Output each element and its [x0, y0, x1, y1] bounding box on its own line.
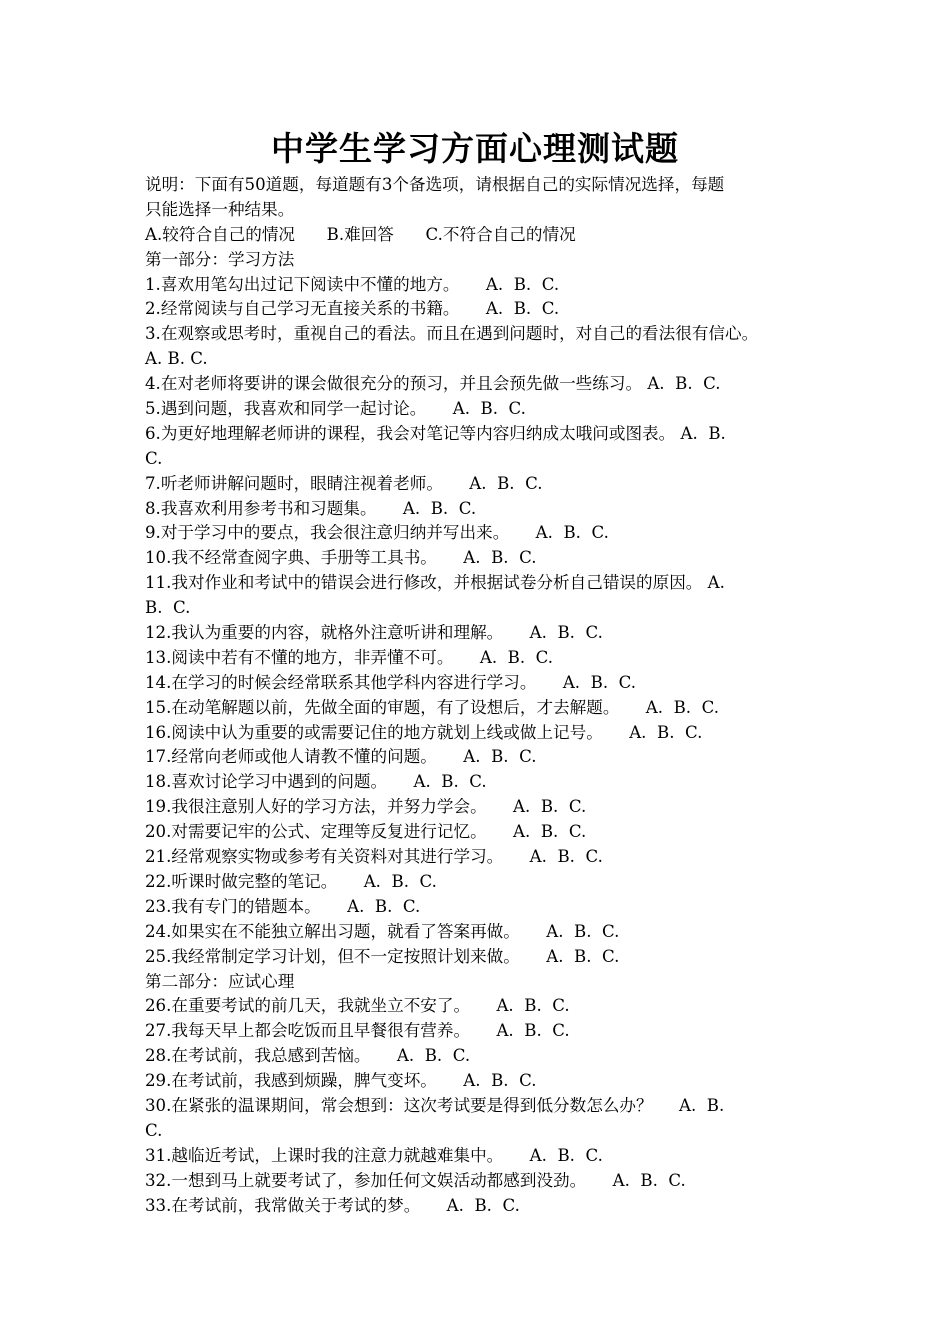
- text-line: C.: [145, 448, 163, 468]
- text-line: 24.如果实在不能独立解出习题，就看了答案再做。 A. B. C.: [145, 921, 620, 941]
- text-line: 32.一想到马上就要考试了，参加任何文娱活动都感到没劲。 A. B. C.: [145, 1170, 686, 1190]
- text-line: 4.在对老师将要讲的课会做很充分的预习，并且会预先做一些练习。 A. B. C.: [145, 374, 721, 394]
- text-line: 25.我经常制定学习计划，但不一定按照计划来做。 A. B. C.: [145, 946, 620, 966]
- text-line: 8.我喜欢利用参考书和习题集。 A. B. C.: [145, 498, 477, 518]
- text-line: 33.在考试前，我常做关于考试的梦。 A. B. C.: [145, 1195, 520, 1215]
- text-line: C.: [145, 1120, 163, 1140]
- text-line: 10.我不经常查阅字典、手册等工具书。 A. B. C.: [145, 548, 537, 568]
- text-line: 21.经常观察实物或参考有关资料对其进行学习。 A. B. C.: [145, 847, 603, 867]
- text-line: 20.对需要记牢的公式、定理等反复进行记忆。 A. B. C.: [145, 822, 587, 842]
- text-line: 18.喜欢讨论学习中遇到的问题。 A. B. C.: [145, 772, 487, 792]
- text-line: 6.为更好地理解老师讲的课程，我会对笔记等内容归纳成太哦问或图表。 A. B.: [145, 423, 726, 443]
- text-line: 27.我每天早上都会吃饭而且早餐很有营养。 A. B. C.: [145, 1021, 570, 1041]
- text-line: 9.对于学习中的要点，我会很注意归纳并写出来。 A. B. C.: [145, 523, 609, 543]
- text-line: 5.遇到问题，我喜欢和同学一起讨论。 A. B. C.: [145, 399, 526, 419]
- text-line: A. B. C.: [145, 349, 208, 369]
- text-line: 31.越临近考试，上课时我的注意力就越难集中。 A. B. C.: [145, 1145, 603, 1165]
- document-body: [145, 173, 835, 1218]
- text-line: 只能选择一种结果。: [145, 199, 295, 219]
- text-line: 26.在重要考试的前几天，我就坐立不安了。 A. B. C.: [145, 996, 570, 1016]
- text-line: 15.在动笔解题以前，先做全面的审题，有了设想后，才去解题。 A. B. C.: [145, 697, 719, 717]
- text-line: 7.听老师讲解问题时，眼睛注视着老师。 A. B. C.: [145, 473, 543, 493]
- text-line: 11.我对作业和考试中的错误会进行修改，并根据试卷分析自己错误的原因。 A.: [145, 573, 725, 593]
- text-line: 29.在考试前，我感到烦躁，脾气变坏。 A. B. C.: [145, 1071, 537, 1091]
- document-title: 中学生学习方面心理测试题: [271, 129, 679, 168]
- text-line: 3.在观察或思考时，重视自己的看法。而且在遇到问题时，对自己的看法很有信心。: [145, 324, 759, 344]
- text-line: 22.听课时做完整的笔记。 A. B. C.: [145, 871, 437, 891]
- text-line: 23.我有专门的错题本。 A. B. C.: [145, 896, 421, 916]
- text-line: 第一部分：学习方法: [145, 249, 295, 269]
- text-line: 1.喜欢用笔勾出过记下阅读中不懂的地方。 A. B. C.: [145, 274, 560, 294]
- text-line: 30.在紧张的温课期间，常会想到：这次考试要是得到低分数怎么办？ A. B.: [145, 1095, 725, 1115]
- text-line: 12.我认为重要的内容，就格外注意听讲和理解。 A. B. C.: [145, 623, 603, 643]
- text-line: 2.经常阅读与自己学习无直接关系的书籍。 A. B. C.: [145, 299, 560, 319]
- text-line: 第二部分：应试心理: [145, 971, 295, 991]
- text-line: A.较符合自己的情况 B.难回答 C.不符合自己的情况: [145, 224, 576, 244]
- text-line: B. C.: [145, 598, 191, 618]
- text-line: 说明：下面有50道题，每道题有3个备选项，请根据自己的实际情况选择，每题: [145, 175, 725, 194]
- text-line: 28.在考试前，我总感到苦恼。 A. B. C.: [145, 1046, 471, 1066]
- text-line: 19.我很注意别人好的学习方法，并努力学会。 A. B. C.: [145, 797, 587, 817]
- text-line: 17.经常向老师或他人请教不懂的问题。 A. B. C.: [145, 747, 537, 767]
- text-line: 14.在学习的时候会经常联系其他学科内容进行学习。 A. B. C.: [145, 672, 637, 692]
- text-line: 13.阅读中若有不懂的地方，非弄懂不可。 A. B. C.: [145, 647, 554, 667]
- text-line: 16.阅读中认为重要的或需要记住的地方就划上线或做上记号。 A. B. C.: [145, 722, 703, 742]
